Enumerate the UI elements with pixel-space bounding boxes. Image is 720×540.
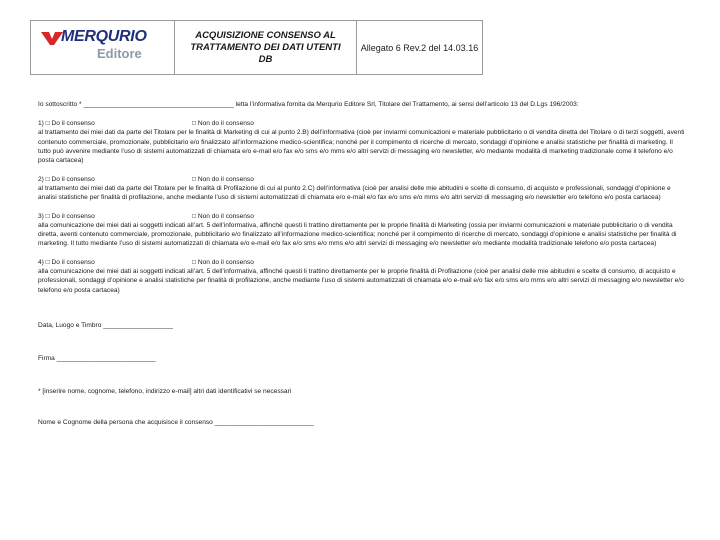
collector-name-field[interactable]: Nome e Cognome della persona che acquisisce il consenso ___________________________ [38,418,314,426]
consent-choice-row [38,175,686,184]
consent-choice-row [38,212,686,221]
consent-choice-row [38,258,686,267]
logo-name: MERQURIO [61,28,147,45]
consent-text: alla comunicazione dei miei dati ai soggetti indicati all’art. 5 dell’informativa, affinché questi li trattino direttamente per le proprie finalità di Marketing (ossia per inviarmi comunicazioni e materiale pubblicitario o di vendita diretta, aventi contenuto commerciale, promozionale, pubblicitario e/o finalizzato all’informazione medico-scientifica; nonché per il compimento di ricerche di mercato, sondaggi d’opinione e analisi statistiche per finalità di marketing. Il tutto mediante l’uso di sistemi automatizzati di chiamata e/o e-mail e/o fax e/o sms e/o mms e/o altri servizi di messaging e/o newsletter e/o mediante modalità tradizionale telefono e/o posta cartacea) [38,221,677,248]
signature-field[interactable]: Firma ___________________________ [38,355,156,363]
consent-text: alla comunicazione dei miei dati ai soggetti indicati all’art. 5 dell’informativa, affinché questi li trattino direttamente per le proprie finalità di Profilazione (cioè per analisi delle mie abitudini e scelte di consumo, di acquisto e professionali, sondaggi d’opinione e analisi statistiche per finalità di profilazione, anche mediante l’uso di sistemi automatizzati di chiamata e/o e-mail e/o fax e/o sms e/o mms e/o altri servizi di messaging e/o newsletter e/o telefono e/o posta cartacea) [38,268,684,294]
logo-subtitle: Editore [97,46,142,61]
logo-cell [31,21,175,74]
consent-yes-checkbox[interactable]: 1) □ Do il consenso [38,120,95,128]
consent-section-4 [38,258,686,295]
title-line-3: DB [258,53,273,65]
consent-no-checkbox[interactable]: □ Non do il consenso [192,120,254,128]
consent-text: al trattamento dei miei dati da parte del Titolare per le finalità di Marketing di cui al punto 2.B) dell’informativa (cioè per inviarmi comunicazioni e materiale pubblicitario o di vendita diretta del Titolare o di terzi soggetti, aventi contenuto commerciale, promozionale, pubblicitario e/o finalizzato all’informazione medico-scientifica; nonché per il compimento di ricerche di mercato, sondaggi d’opinione e analisi statistiche per finalità di marketing. Il tutto può avvenire mediante l’uso di sistemi automatizzati di chiamata e/o e-mail e/o fax e/o sms e/o mms e/o altri servizi di messaging e/o newsletter, e/o mediante modalità di marketing tradizionale come il telefono e/o posta cartacea) [38,129,685,164]
date-place-stamp-field[interactable]: Data, Luogo e Timbro ___________________ [38,321,173,329]
footnote: * [inserire nome, cognome, telefono, indirizzo e-mail] altri dati identificativi se necessari [38,388,292,396]
consent-form-body [38,100,686,427]
consent-choice-row [38,119,686,128]
merqurio-logo-icon [41,30,63,46]
consent-no-checkbox[interactable]: □ Non do il consenso [192,212,254,220]
consent-section-3 [38,212,686,249]
consent-yes-checkbox[interactable]: 2) □ Do il consenso [38,175,95,183]
document-title [175,21,357,74]
consent-no-checkbox[interactable]: □ Non do il consenso [192,175,254,183]
consent-text: al trattamento dei miei dati da parte del Titolare per le finalità di Profilazione di cui al punto 2.C) dell’informativa (cioè per analisi delle mie abitudini e scelte di consumo, di acquisto e professionali, sondaggi d’opinione e analisi statistiche per finalità di profilazione, anche mediante l’uso di sistemi automatizzati di chiamata e/o e-mail e/o fax e/o sms e/o mms e/o altri servizi di messaging e/o newsletter e/o telefono e/o posta cartacea) [38,184,671,202]
title-line-1: ACQUISIZIONE CONSENSO AL [195,29,336,41]
consent-section-1 [38,119,686,165]
title-line-2: TRATTAMENTO DEI DATI UTENTI [190,41,341,53]
consent-no-checkbox[interactable]: □ Non do il consenso [192,259,254,267]
consent-yes-checkbox[interactable]: 4) □ Do il consenso [38,259,95,267]
document-reference: Allegato 6 Rev.2 del 14.03.16 [360,42,479,53]
consent-yes-checkbox[interactable]: 3) □ Do il consenso [38,212,95,220]
intro-statement: Io sottoscritto * _________________________________________ letta l’informativa fornita da Merqurio Editore Srl, Titolare del Trattamento, ai sensi dell’articolo 13 del D.Lgs 196/2003: [38,101,579,108]
document-header [30,20,483,75]
consent-section-2 [38,175,686,203]
